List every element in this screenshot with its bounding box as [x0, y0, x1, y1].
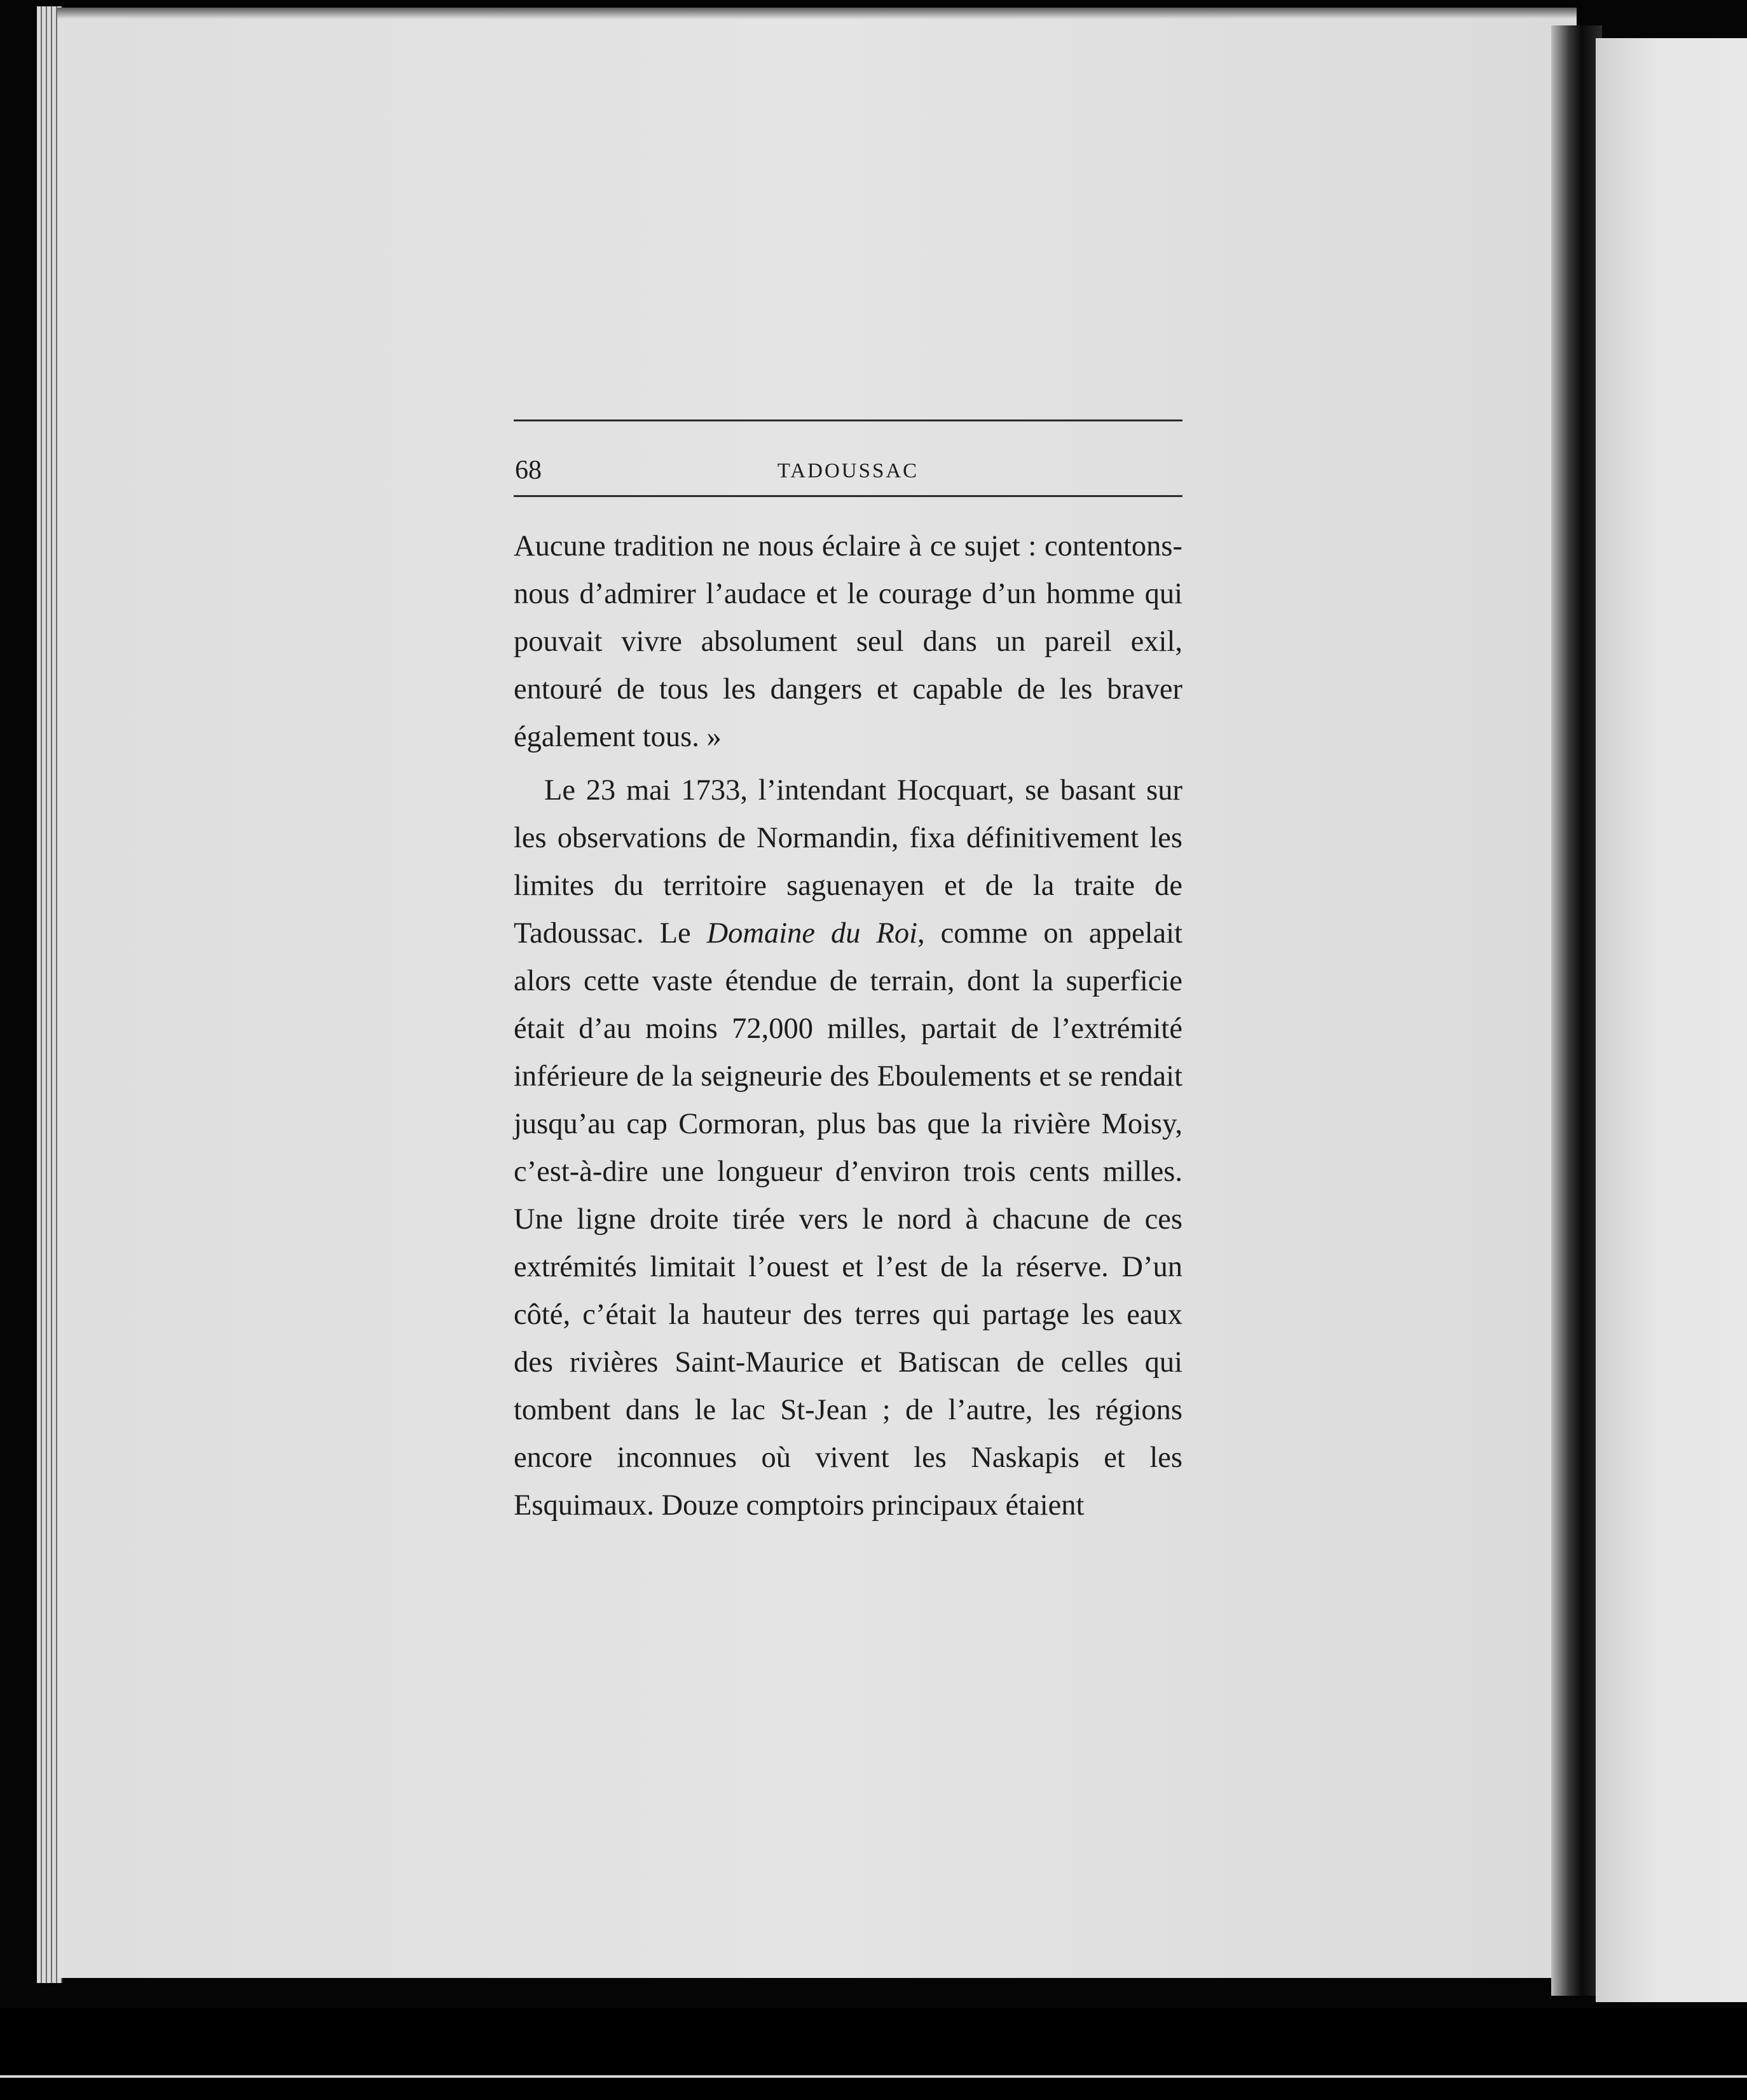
paragraph-2-text-before: Le 23 mai 1733, l’intendant Hocquart, se basant sur les observations de Normandin, fixa définitivement les limites du territoire saguenayen et de la traite de Tadoussac. Le	[514, 774, 1182, 950]
book-gutter	[1551, 25, 1602, 1996]
body-text	[514, 522, 1182, 1529]
page-top-shadow	[57, 8, 1577, 19]
paragraph-2	[514, 767, 1182, 1529]
running-head	[514, 421, 1182, 495]
paragraph-1: Aucune tradition ne nous éclaire à ce sujet : contentons-nous d’admirer l’audace et le courage d’un homme qui pouvait vivre absolument seul dans un pareil exil, entouré de tous les dangers et capable de les braver également tous. »	[514, 530, 1182, 753]
running-title: TADOUSSAC	[777, 460, 919, 482]
printed-text-block	[514, 419, 1182, 1529]
scan-bottom-line	[0, 2075, 1747, 2078]
paragraph-2-italic-term: Domaine du Roi	[706, 917, 918, 950]
header-bottom-rule	[514, 495, 1182, 497]
paragraph-2-text-after: , comme on appelait alors cette vaste étendue de terrain, dont la superficie était d’au moins 72,000 milles, partait de l’extrémité inférieure de la seigneurie des Eboulements et se rendait jusqu’au cap Cormoran, plus bas que la rivière Moisy, c’est-à-dire une longueur d’environ trois cents milles. Une ligne droite tirée vers le nord à chacune de ces extrémités limitait l’ouest et l’est de la réserve. D’un côté, c’était la hauteur des terres qui partage les eaux des rivières Saint-Maurice et Batiscan de celles qui tombent dans le lac St-Jean ; de l’autre, les régions encore inconnues où vivent les Naskapis et les Esquimaux. Douze comptoirs principaux étaient	[514, 917, 1183, 1522]
right-page-edge	[1596, 38, 1747, 2002]
scan-bottom-band	[0, 2008, 1747, 2100]
page-number: 68	[515, 456, 542, 485]
